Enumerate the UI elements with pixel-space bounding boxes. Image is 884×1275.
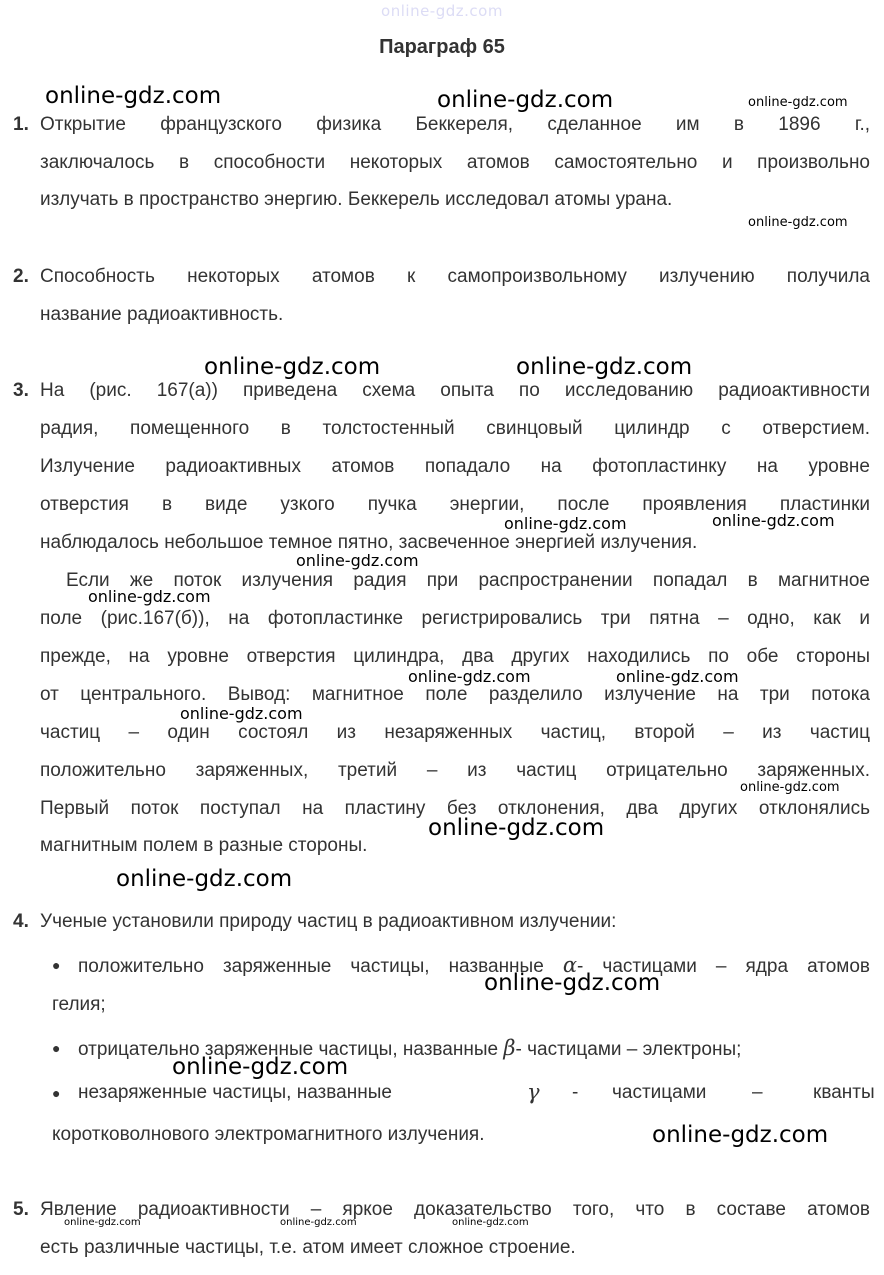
page-title: Параграф 65 xyxy=(379,36,505,58)
item-3-line-1: На (рис. 167(а)) приведена схема опыта по исследованию радиоактивности xyxy=(40,380,870,401)
item-3-line-5: наблюдалось небольшое темное пятно, засвеченное энергией излучения. xyxy=(40,532,698,553)
item-number-2: 2. xyxy=(13,266,29,287)
watermark: online-gdz.com xyxy=(712,511,835,530)
item-1-line-2: заключалось в способности некоторых атомов самостоятельно и произвольно xyxy=(40,152,870,173)
item-3-line-6: Если же поток излучения радия при распространении попадал в магнитное xyxy=(66,570,870,591)
item-3-line-10: частиц – один состоял из незаряженных частиц, второй – из частиц xyxy=(40,722,870,743)
item-number-1: 1. xyxy=(13,114,29,135)
item-1-line-3: излучать в пространство энергию. Беккерель исследовал атомы урана. xyxy=(40,189,673,210)
bullet-gamma-dash: – xyxy=(752,1082,763,1103)
item-2-line-2: название радиоактивность. xyxy=(40,304,284,325)
bullet-gamma-end: кванты xyxy=(813,1082,875,1103)
gamma-symbol: γ xyxy=(527,1080,540,1104)
item-3-line-2: радия, помещенного в толстостенный свинцовый цилиндр с отверстием. xyxy=(40,418,870,439)
item-5-line-2: есть различные частицы, т.е. атом имеет сложное строение. xyxy=(40,1237,576,1258)
item-number-5: 5. xyxy=(13,1199,29,1220)
bullet-alpha-after: - частицами – ядра атомов xyxy=(577,956,871,977)
alpha-symbol: α xyxy=(562,953,578,977)
watermark: online-gdz.com xyxy=(437,87,614,113)
watermark: online-gdz.com xyxy=(180,704,303,723)
watermark: online-gdz.com xyxy=(748,215,848,230)
item-3-line-11: положительно заряженных, третий – из частиц отрицательно заряженных. xyxy=(40,760,870,781)
bullet-gamma-hyphen: - xyxy=(572,1082,579,1103)
watermark: online-gdz.com xyxy=(428,815,605,841)
watermark: online-gdz.com xyxy=(45,83,222,109)
bullet-alpha-before: положительно заряженные частицы, названные xyxy=(78,956,563,977)
watermark: online-gdz.com xyxy=(408,667,531,686)
item-3-line-9: от центрального. Вывод: магнитное поле разделило излучение на три потока xyxy=(40,684,870,705)
watermark: online-gdz.com xyxy=(64,1217,141,1228)
item-5-line-1: Явление радиоактивности – яркое доказательство того, что в составе атомов xyxy=(40,1199,870,1220)
item-3-line-7: поле (рис.167(б)), на фотопластинке регистрировались три пятна – одно, как и xyxy=(40,608,870,629)
bullet-alpha-continuation: гелия; xyxy=(52,994,106,1015)
watermark: online-gdz.com xyxy=(280,1217,357,1228)
watermark: online-gdz.com xyxy=(748,95,848,110)
item-4-line-1: Ученые установили природу частиц в радиоактивном излучении: xyxy=(40,911,617,932)
item-number-3: 3. xyxy=(13,380,29,401)
watermark: online-gdz.com xyxy=(740,780,840,795)
watermark: online-gdz.com xyxy=(504,514,627,533)
item-number-4: 4. xyxy=(13,911,29,932)
item-2-line-1: Способность некоторых атомов к самопроизвольному излучению получила xyxy=(40,266,870,287)
bullet-gamma-first: незаряженные частицы, названные xyxy=(78,1082,392,1103)
bullet-beta-after: - частицами – электроны; xyxy=(515,1039,742,1060)
item-1-line-1: Открытие французского физика Беккереля, сделанное им в 1896 г., xyxy=(40,114,870,135)
bullet-gamma-word: частицами xyxy=(612,1082,707,1103)
item-3-line-3: Излучение радиоактивных атомов попадало на фотопластинку на уровне xyxy=(40,456,870,477)
watermark: online-gdz.com xyxy=(452,1217,529,1228)
watermark: online-gdz.com xyxy=(484,970,661,996)
bullet-dot: ● xyxy=(52,957,61,973)
watermark: online-gdz.com xyxy=(516,354,693,380)
watermark: online-gdz.com xyxy=(116,866,293,892)
watermark: online-gdz.com xyxy=(172,1054,349,1080)
watermark: online-gdz.com xyxy=(88,587,211,606)
bullet-dot: ● xyxy=(52,1040,61,1056)
bullet-dot: ● xyxy=(52,1085,61,1101)
watermark: online-gdz.com xyxy=(204,354,381,380)
site-header-link[interactable]: online-gdz.com xyxy=(381,2,503,20)
watermark: online-gdz.com xyxy=(296,551,419,570)
beta-symbol: β xyxy=(503,1036,516,1060)
watermark: online-gdz.com xyxy=(616,667,739,686)
item-3-line-13: магнитным полем в разные стороны. xyxy=(40,835,368,856)
item-3-line-4: отверстия в виде узкого пучка энергии, после проявления пластинки xyxy=(40,494,870,515)
bullet-beta-before: отрицательно заряженные частицы, названные xyxy=(78,1039,504,1060)
item-3-line-12: Первый поток поступал на пластину без отклонения, два других отклонялись xyxy=(40,798,870,819)
watermark: online-gdz.com xyxy=(652,1122,829,1148)
bullet-gamma-continuation: коротковолнового электромагнитного излучения. xyxy=(52,1124,485,1145)
item-3-line-8: прежде, на уровне отверстия цилиндра, два других находились по обе стороны xyxy=(40,646,870,667)
bullet-alpha-line xyxy=(78,954,870,978)
